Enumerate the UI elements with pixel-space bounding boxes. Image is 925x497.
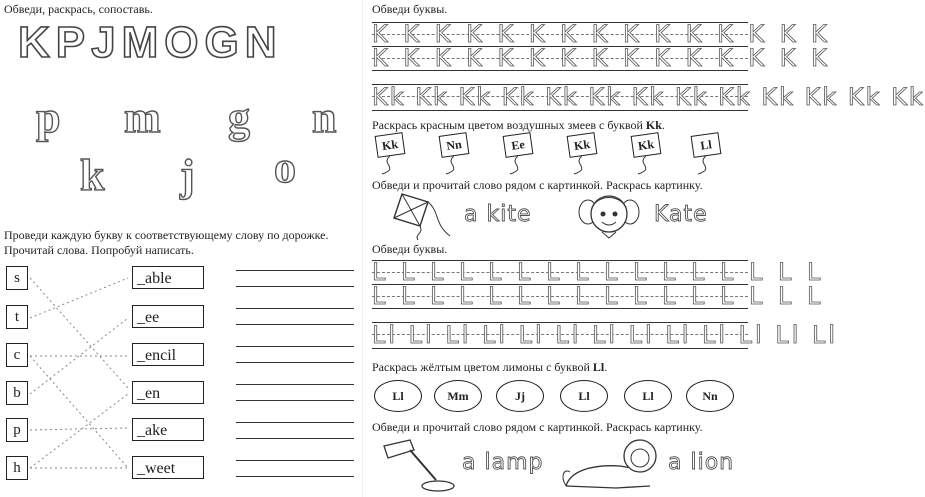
lion-icon <box>560 432 660 494</box>
writing-line <box>236 422 354 423</box>
writing-line <box>236 400 354 401</box>
trace-row-capital-l-2: L L L L L L L L L L L L L L L L <box>372 282 825 310</box>
kite[interactable] <box>692 134 732 181</box>
kite-label: Ll <box>691 132 722 158</box>
letter-box-c: c <box>6 343 28 367</box>
lamp-icon <box>380 436 460 494</box>
kite-tail-icon <box>632 156 672 176</box>
instruction-lemons-end: . <box>604 360 608 374</box>
writing-line <box>236 324 354 325</box>
trace-row-capital-l: L L L L L L L L L L L L L L L L <box>372 258 825 286</box>
kite[interactable] <box>568 134 608 181</box>
instruction-read-words: Прочитай слова. Попробуй написать. <box>4 243 194 257</box>
trace-word-a-kite: a kite <box>464 202 532 227</box>
kite-label: Kk <box>375 132 406 158</box>
letter-box-h: h <box>6 456 28 480</box>
word-box-ake: _ake <box>132 418 204 441</box>
kite-label: Kk <box>567 132 598 158</box>
instruction-color-kites <box>372 118 665 133</box>
instruction-kites-end: . <box>661 118 665 132</box>
instruction-trace-color-match: Обведи, раскрась, сопоставь. <box>4 2 153 16</box>
word-box-able: _able <box>132 266 204 289</box>
kite[interactable] <box>504 134 544 181</box>
word-box-en: _en <box>132 381 204 404</box>
word-box-encil: _encil <box>132 343 204 366</box>
instruction-read-word-1: Обведи и прочитай слово рядом с картинкой. Раскрась картинку. <box>372 178 703 192</box>
kite[interactable] <box>440 134 480 181</box>
girl-face-icon <box>578 190 640 242</box>
kite[interactable] <box>376 134 416 181</box>
kite-label: Nn <box>439 132 470 158</box>
lemon[interactable]: Ll <box>374 380 422 412</box>
trace-word-kate: Kate <box>654 202 708 227</box>
kite-picture-icon <box>384 190 454 242</box>
letter-box-s: s <box>6 266 28 290</box>
outline-letter-g: g <box>228 93 250 142</box>
kite-label: Kk <box>631 132 662 158</box>
instruction-kites-text: Раскрась красным цветом воздушных змеев с буквой <box>372 118 646 132</box>
outline-letter-k: k <box>80 151 105 200</box>
writing-line <box>236 438 354 439</box>
writing-line <box>236 308 354 309</box>
kite-tail-icon <box>692 156 732 176</box>
kite[interactable] <box>632 134 672 181</box>
lemon[interactable]: Jj <box>496 380 544 412</box>
instruction-lemons-text: Раскрась жёлтым цветом лимоны с буквой <box>372 360 593 374</box>
trace-row-capital-k-2: K K K K K K K K K K K K K K K <box>372 44 831 72</box>
writing-line <box>236 286 354 287</box>
writing-line <box>236 460 354 461</box>
kite-tail-icon <box>376 156 416 176</box>
outline-letter-n: n <box>312 93 337 142</box>
writing-line <box>236 384 354 385</box>
instruction-lemons-letter: Ll <box>592 360 605 374</box>
writing-line <box>236 476 354 477</box>
trace-row-capital-k: K K K K K K K K K K K K K K K <box>372 20 831 48</box>
trace-word-a-lion: a lion <box>668 450 735 475</box>
outline-capital-letters: KPJMOGN <box>18 18 283 67</box>
kite-label: Ee <box>503 132 534 158</box>
outline-letter-p: p <box>36 93 61 142</box>
page-divider <box>362 0 363 497</box>
writing-line <box>236 362 354 363</box>
instruction-kites-letter: Kk <box>645 118 662 132</box>
instruction-trace-letters-l: Обведи буквы. <box>372 242 448 256</box>
instruction-read-word-2: Обведи и прочитай слово рядом с картинкой. Раскрась картинку. <box>372 420 703 434</box>
word-box-ee: _ee <box>132 305 204 328</box>
writing-line <box>236 346 354 347</box>
trace-word-a-lamp: a lamp <box>462 450 544 475</box>
lemon[interactable]: Mm <box>434 380 482 412</box>
kite-tail-icon <box>568 156 608 176</box>
instruction-connect-letters: Проведи каждую букву к соответствующему слову по дорожке. <box>4 228 329 242</box>
letter-box-b: b <box>6 381 28 405</box>
outline-letter-j: j <box>180 151 195 200</box>
letter-box-t: t <box>6 305 28 329</box>
kite-tail-icon <box>440 156 480 176</box>
word-box-weet: _weet <box>132 456 204 479</box>
writing-line <box>236 270 354 271</box>
letter-box-p: p <box>6 418 28 442</box>
lemon[interactable]: Nn <box>686 380 734 412</box>
trace-row-kk: Kk Kk Kk Kk Kk Kk Kk Kk Kk Kk Kk Kk Kk <box>372 83 925 111</box>
outline-letter-m: m <box>124 93 161 142</box>
kite-tail-icon <box>504 156 544 176</box>
lemon[interactable]: Ll <box>624 380 672 412</box>
instruction-trace-letters-k: Обведи буквы. <box>372 2 448 16</box>
trace-row-ll: Ll Ll Ll Ll Ll Ll Ll Ll Ll Ll Ll Ll Ll <box>372 321 839 349</box>
instruction-color-lemons <box>372 360 607 375</box>
lemon[interactable]: Ll <box>560 380 608 412</box>
outline-letter-o: o <box>274 143 296 192</box>
